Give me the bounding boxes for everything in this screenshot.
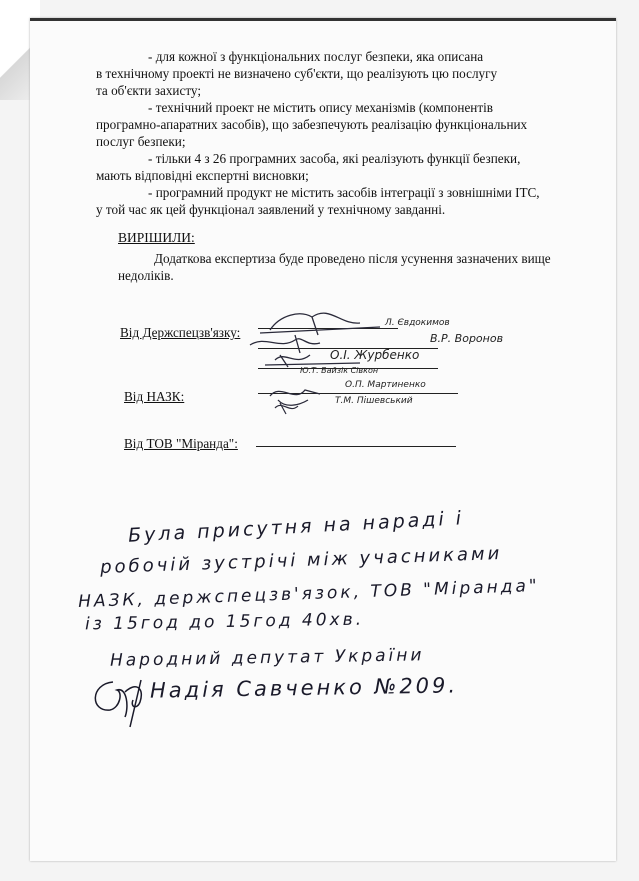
decision-line: недоліків.	[118, 268, 174, 283]
signature-line	[256, 446, 456, 447]
body-line: в технічному проекті не визначено суб'єкти, що реалізують цю послугу	[96, 66, 498, 81]
miranda-label: Від ТОВ "Міранда":	[124, 436, 238, 451]
decision-line: Додаткова експертиза буде проведено після усунення зазначених вище	[154, 251, 551, 266]
handwritten-line: НАЗК, держспецзв'язок, ТОВ "Міранда"	[77, 575, 541, 613]
handwritten-line: із 15год до 15год 40хв.	[84, 609, 365, 635]
decision-heading: ВИРІШИЛИ:	[118, 230, 195, 245]
dsszzi-name: О.І. Журбенко	[330, 348, 420, 362]
body-line: мають відповідні експертні висновки;	[96, 168, 309, 183]
handwritten-line: Народний депутат України	[109, 645, 425, 671]
dsszzi-name: Л. Євдокимов	[385, 318, 450, 328]
nazk-name: О.П. Мартиненко	[345, 380, 426, 390]
body-line: програмно-апаратних засобів), що забезпечують реалізацію функціональних	[96, 117, 528, 132]
handwritten-line: Надія Савченко №209.	[149, 673, 459, 703]
decision-text	[118, 250, 578, 284]
body-line: та об'єкти захисту;	[96, 83, 202, 98]
body-line: - тільки 4 з 26 програмних засоба, які реалізують функції безпеки,	[148, 151, 521, 166]
body-text	[96, 48, 582, 218]
body-line: - програмний продукт не містить засобів інтеграції з зовнішніми ІТС,	[148, 185, 540, 200]
dsszzi-label: Від Держспецзв'язку:	[120, 325, 241, 340]
nazk-name: Т.М. Пішевський	[335, 396, 413, 406]
nazk-label: Від НАЗК:	[124, 389, 185, 404]
handwritten-line: Була присутня на нараді і	[127, 507, 465, 547]
dsszzi-name: Ю.Т. Вайзік Сівкон	[300, 366, 379, 375]
body-line: - технічний проект не містить опису механізмів (компонентів	[148, 100, 494, 115]
dsszzi-name: В.Р. Воронов	[430, 332, 504, 345]
handwritten-line: робочій зустрічі між учасниками	[99, 542, 503, 579]
body-line: послуг безпеки;	[96, 134, 186, 149]
body-line: у той час як цей функціонал заявлений у технічному завданні.	[96, 202, 446, 217]
body-line: - для кожної з функціональних послуг безпеки, яка описана	[148, 49, 484, 64]
